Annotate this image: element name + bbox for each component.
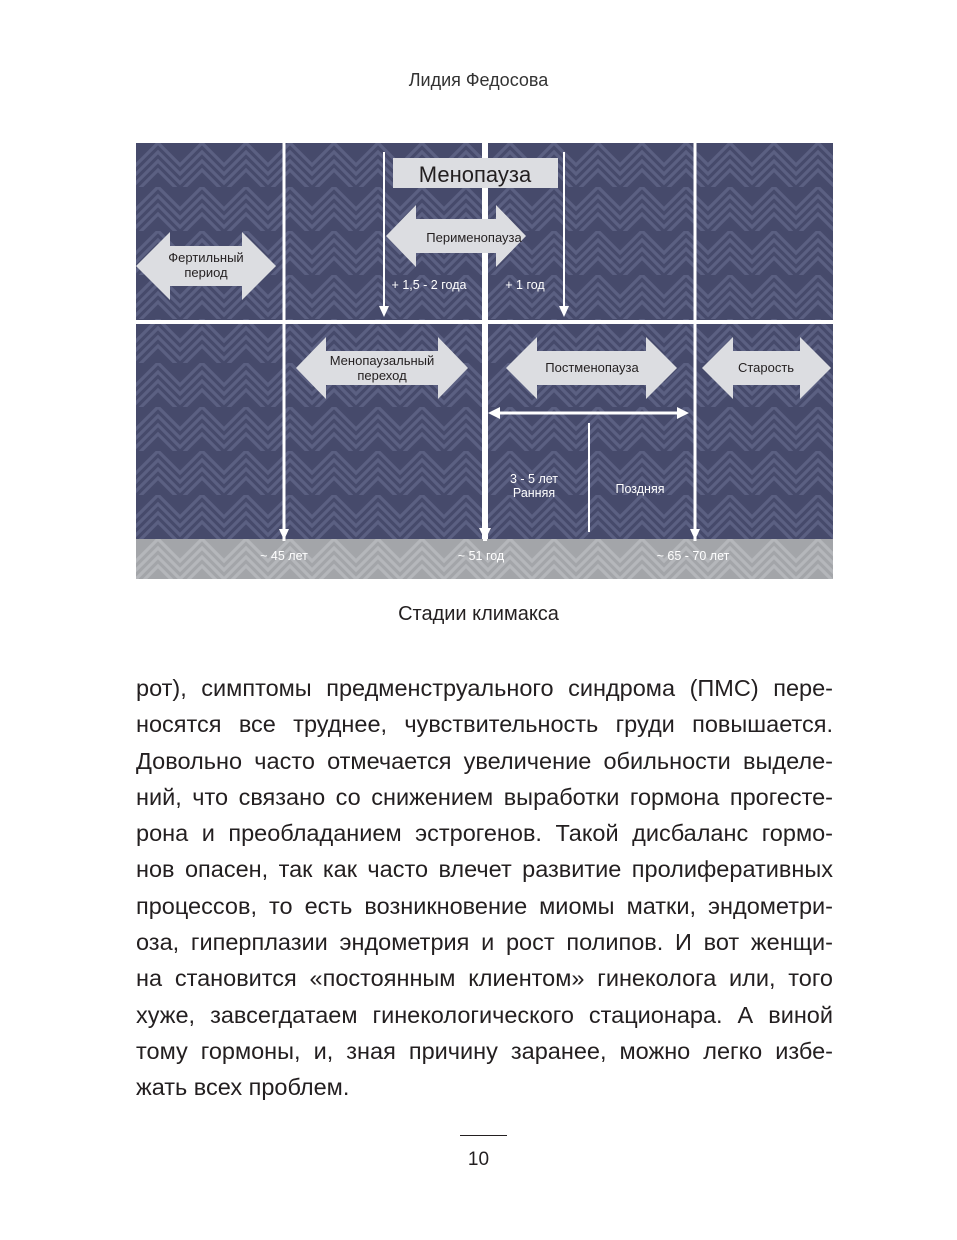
transition-label-line2: переход [357, 368, 407, 383]
text-line: на становится «постоянным клиентом» гинеколога или, того [136, 965, 833, 992]
climacteric-stages-diagram [136, 143, 833, 579]
early-label-line1: 3 - 5 лет [509, 472, 559, 486]
age-label-3: ~ 65 - 70 лет [656, 549, 730, 563]
page-number: 10 [467, 1149, 490, 1170]
old-age-label: Старость [737, 360, 795, 375]
text-line: носятся все труднее, чувствительность груди повышается. [136, 711, 833, 738]
menopause-title: Менопауза [418, 162, 532, 187]
early-label-line2: Ранняя [512, 486, 556, 500]
postmenopause-label: Постменопауза [545, 360, 639, 375]
text-line: рона и преобладанием эстрогенов. Такой дисбаланс гормо- [136, 820, 833, 847]
text-line: нов опасен, так как часто влечет развитие пролиферативных [136, 856, 833, 883]
offset-after-label: + 1 год [505, 278, 545, 292]
body-paragraph [136, 670, 833, 1106]
transition-label-line1: Менопаузальный [329, 353, 435, 368]
text-line: оза, гиперплазии эндометрия и рост полипов. И вот женщи- [136, 929, 833, 956]
text-line: рот), симптомы предменструального синдрома (ПМС) пере- [136, 675, 833, 701]
figure-caption: Стадии климакса [398, 603, 559, 625]
age-label-2: ~ 51 год [457, 549, 505, 563]
fertile-label-line2: период [184, 265, 228, 280]
age-label-1: ~ 45 лет [260, 549, 308, 563]
fertile-label-line1: Фертильный [168, 250, 244, 265]
text-line: Довольно часто отмечается увеличение обильности выделе- [136, 747, 833, 774]
late-label: Поздняя [615, 482, 665, 496]
text-line: тому гормоны, и, зная причину заранее, можно легко избе- [136, 1037, 833, 1064]
perimenopause-label: Перименопауза [426, 230, 522, 245]
page-number-rule [460, 1135, 507, 1136]
running-header: Лидия Федосова [408, 70, 549, 90]
text-line: ний, что связано со снижением выработки гормона прогесте- [136, 783, 833, 810]
offset-before-label: + 1,5 - 2 года [391, 278, 467, 292]
text-line: жать всех проблем. [136, 1074, 350, 1101]
text-line: процессов, то есть возникновение миомы матки, эндометри- [136, 892, 833, 919]
text-line: хуже, завсегдатаем гинекологического стационара. А виной [136, 1001, 833, 1028]
